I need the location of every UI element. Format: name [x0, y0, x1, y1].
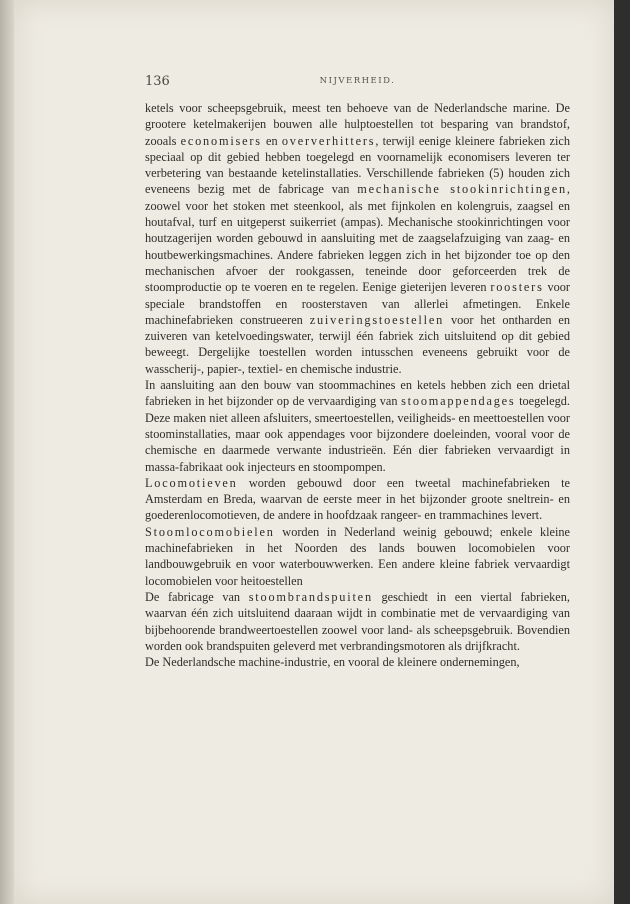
text-run: worden gebouwd door een tweetal machinefabrieken te Amsterdam en Breda, waarvan de eerste meer in het bijzonder groote sneltrein- en goederenlocomotieven, de andere in hoofdzaak rangeer- en trammachines levert.: [145, 475, 570, 523]
paragraph: [145, 100, 570, 377]
spaced-term: economisers: [180, 133, 262, 148]
spaced-term: oververhitters: [281, 133, 376, 148]
paragraph: [145, 475, 570, 524]
paragraph: [145, 377, 570, 475]
scan-background-edge: [614, 0, 630, 904]
text-run: toegelegd. Deze maken niet alleen afsluiters, smeertoestellen, veiligheids- en meettoestellen voor stoominstallaties, maar ook appendages voor bijzondere doeleinden, vooral voor de chemische en daarmede verwante industrieën. Eén dier fabrieken vervaardigt in massa-fabrikaat ook injecteurs en stoompompen.: [145, 394, 570, 474]
page-header: [145, 74, 570, 90]
paragraph: [145, 524, 570, 589]
spaced-term: roosters: [490, 280, 544, 295]
body-text: [145, 100, 570, 670]
spaced-term: stoombrandspuiten: [248, 589, 373, 604]
text-run: , terwijl eenige kleinere fabrieken zich speciaal op dit gebied hebben toegelegd en voornamelijk economisers leveren ter verbetering van bestaande ketelinstallaties. Verschillende fabrieken (5) houden zich eveneens bezig met de fabricage van: [145, 133, 570, 197]
scan-binding-edge: [0, 0, 14, 904]
spaced-term: mechanische stookinrichtingen: [357, 182, 567, 197]
text-run: De Nederlandsche machine-industrie, en vooral de kleinere ondernemingen,: [145, 655, 520, 670]
paragraph: [145, 589, 570, 654]
text-run: De fabricage van: [145, 589, 249, 604]
page-number: 136: [145, 74, 170, 89]
text-run: voor speciale brandstoffen en roosterstaven van allerlei afmetingen. Enkele machinefabrieken construeeren: [145, 280, 570, 327]
text-run: In aansluiting aan den bouw van stoommachines en ketels hebben zich een drietal fabrieken in het bijzonder op de vervaardiging van: [145, 378, 570, 409]
spaced-term: zuiveringstoestellen: [309, 312, 445, 327]
text-run: ketels voor scheepsgebruik, meest ten behoeve van de Nederlandsche marine. De grootere ketelmakerijen bouwen alle hulptoestellen tot besparing van brandstof, zooals: [145, 101, 570, 148]
running-title: NIJVERHEID.: [319, 76, 396, 86]
text-run: en: [261, 133, 282, 148]
spaced-term: Locomotieven: [145, 475, 238, 490]
text-run: geschiedt in een viertal fabrieken, waarvan één zich uitsluitend daaraan wijdt in combinatie met de vervaardiging van bijbehoorende brandweertoestellen zoowel voor land- als scheepsgebruik. Bovendien worden ook brandspuiten geleverd met verbrandingsmotoren als drijfkracht.: [145, 589, 570, 653]
spaced-term: Stoomlocomobielen: [145, 524, 275, 539]
text-run: worden in Nederland weinig gebouwd; enkele kleine machinefabrieken in het Noorden des lands bouwen locomobielen voor landbouwgebruik en voor waterbouwwerken. Een andere kleine fabriek vervaardigt locomobielen voor heitoestellen: [145, 524, 570, 588]
text-run: , zoowel voor het stoken met steenkool, als met fijnkolen en kolengruis, zaagsel en houtafval, turf en uitgeperst suikerriet (ampas). Mechanische stookinrichtingen voor houtzagerijen worden gebouwd in aansluiting met de zaagselafzuiging van zaag- en houtbewerkingsmachines. Andere fabrieken leggen zich in het bijzonder toe op den mechanischen afvoer der rookgassen, teneinde door geforceerden trek de stoomproductie op te voeren en te regelen. Eenige gieterijen leveren: [145, 182, 570, 295]
paragraph: [145, 654, 570, 670]
text-run: voor het ontharden en zuiveren van ketelvoedingswater, terwijl één fabriek zich uitsluitend op dit gebied beweegt. Dergelijke toestellen worden intusschen eveneens gebruikt voor de wasscherij-, papier-, textiel- en chemische industrie.: [145, 312, 571, 376]
spaced-term: stoomappendages: [401, 394, 516, 409]
